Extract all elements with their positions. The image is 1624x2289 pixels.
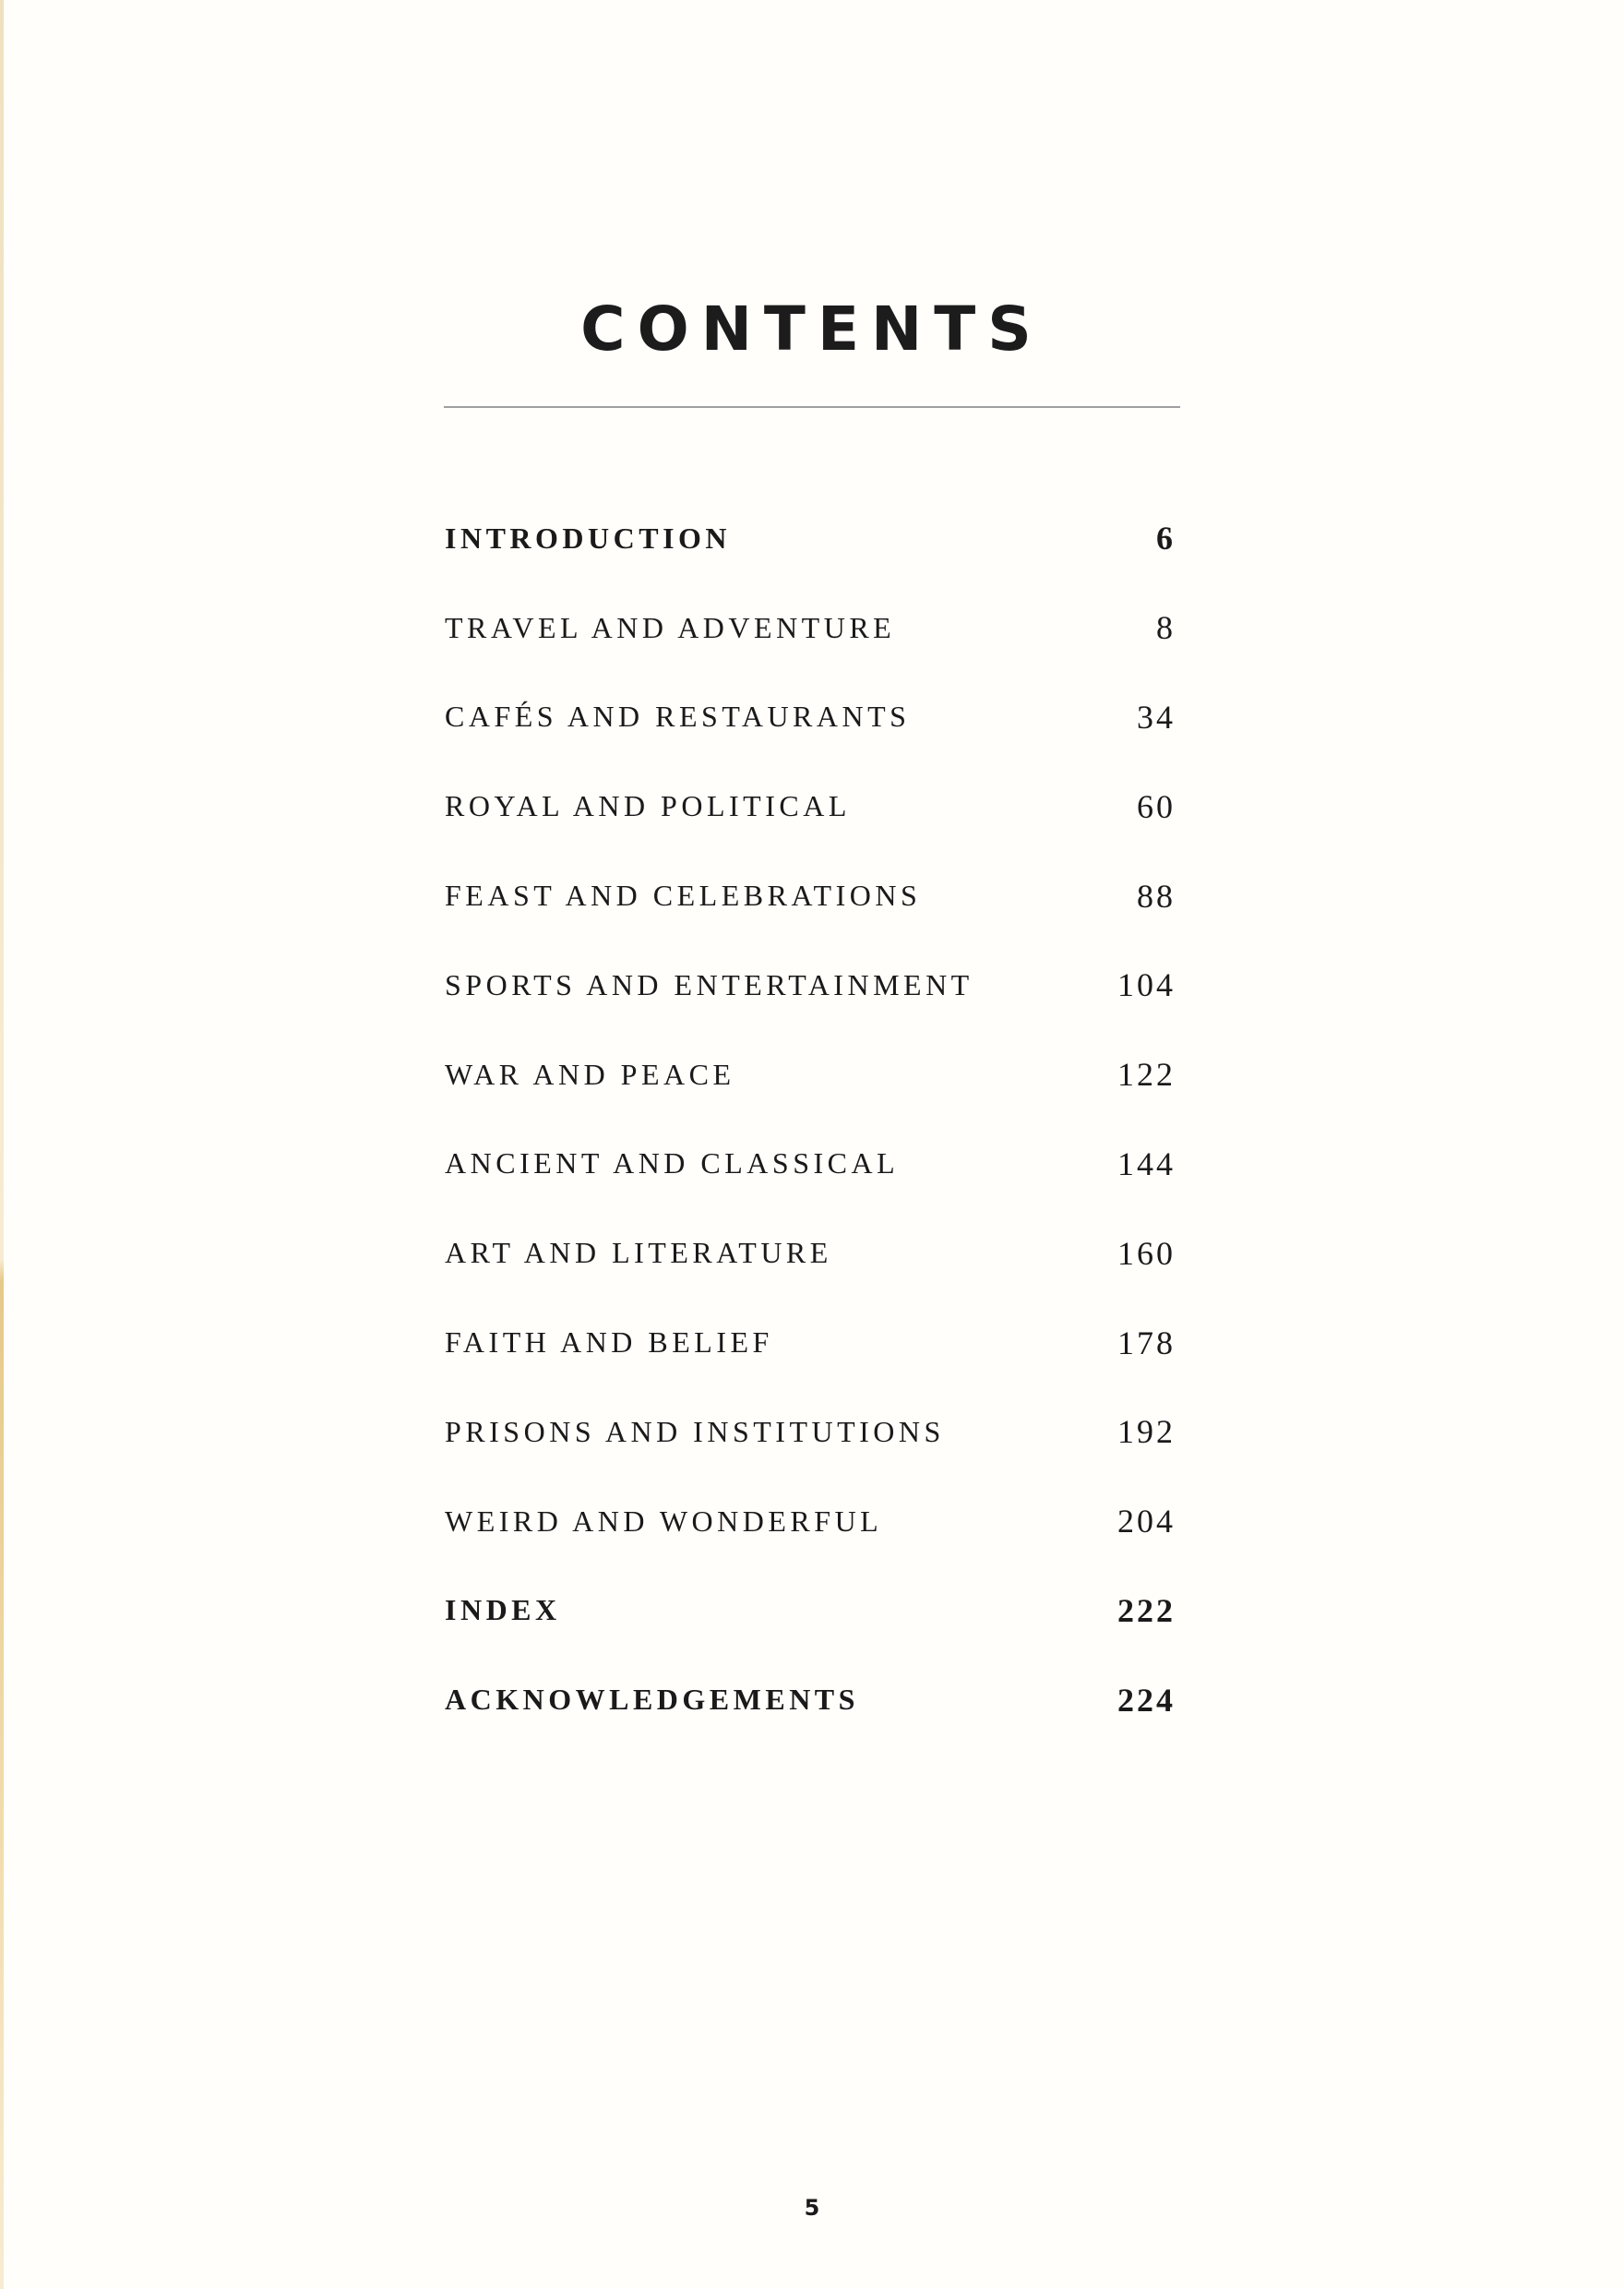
toc-entry[interactable] <box>445 1120 1176 1209</box>
toc-entry-label: ACKNOWLEDGEMENTS <box>445 1683 859 1717</box>
toc-entry-label: WAR AND PEACE <box>445 1057 735 1091</box>
toc-entry-label: ANCIENT AND CLASSICAL <box>445 1146 900 1180</box>
toc-entry-page: 204 <box>1117 1503 1176 1540</box>
toc-entry-page: 34 <box>1137 698 1176 736</box>
toc-entry[interactable] <box>445 1477 1176 1566</box>
toc-entry-page: 160 <box>1117 1234 1176 1272</box>
toc-entry[interactable] <box>445 1208 1176 1298</box>
toc-entry-label: FEAST AND CELEBRATIONS <box>445 879 922 913</box>
toc-entry-page: 122 <box>1117 1056 1176 1094</box>
toc-entry[interactable] <box>445 761 1176 851</box>
toc-entry-page: 88 <box>1137 877 1176 915</box>
toc-entry-page: 6 <box>1156 520 1176 557</box>
page-title: CONTENTS <box>580 294 1044 365</box>
toc-entry-label: CAFÉS AND RESTAURANTS <box>445 700 911 734</box>
toc-entry[interactable] <box>445 1298 1176 1387</box>
toc-entry-page: 222 <box>1117 1591 1176 1629</box>
toc-entry[interactable] <box>445 1566 1176 1656</box>
toc-entry-page: 192 <box>1117 1413 1176 1451</box>
toc-entry[interactable] <box>445 1655 1176 1744</box>
toc-entry-label: SPORTS AND ENTERTAINMENT <box>445 967 973 1001</box>
toc-entry-label: INTRODUCTION <box>445 521 732 555</box>
toc-entry-page: 144 <box>1117 1144 1176 1182</box>
toc-entry[interactable] <box>445 494 1176 583</box>
toc-entry-page: 224 <box>1117 1681 1176 1719</box>
toc-entry-label: ROYAL AND POLITICAL <box>445 789 851 823</box>
toc-entry-label: TRAVEL AND ADVENTURE <box>445 610 896 644</box>
toc-entry-label: ART AND LITERATURE <box>445 1236 832 1270</box>
toc-entry[interactable] <box>445 851 1176 941</box>
toc-entry[interactable] <box>445 941 1176 1030</box>
toc-entry[interactable] <box>445 1387 1176 1477</box>
toc-entry-label: FAITH AND BELIEF <box>445 1325 773 1360</box>
toc-entry-page: 104 <box>1117 966 1176 1004</box>
toc-entry-page: 178 <box>1117 1324 1176 1361</box>
toc-entry-label: WEIRD AND WONDERFUL <box>445 1504 883 1538</box>
toc-entry-label: PRISONS AND INSTITUTIONS <box>445 1414 945 1448</box>
table-of-contents <box>445 494 1176 1744</box>
toc-entry[interactable] <box>445 673 1176 762</box>
title-divider <box>444 406 1180 408</box>
toc-entry[interactable] <box>445 1030 1176 1120</box>
toc-entry-page: 60 <box>1137 787 1176 825</box>
toc-entry[interactable] <box>445 583 1176 673</box>
page-number: 5 <box>804 2195 820 2221</box>
toc-entry-page: 8 <box>1156 609 1176 647</box>
toc-entry-label: INDEX <box>445 1593 561 1627</box>
